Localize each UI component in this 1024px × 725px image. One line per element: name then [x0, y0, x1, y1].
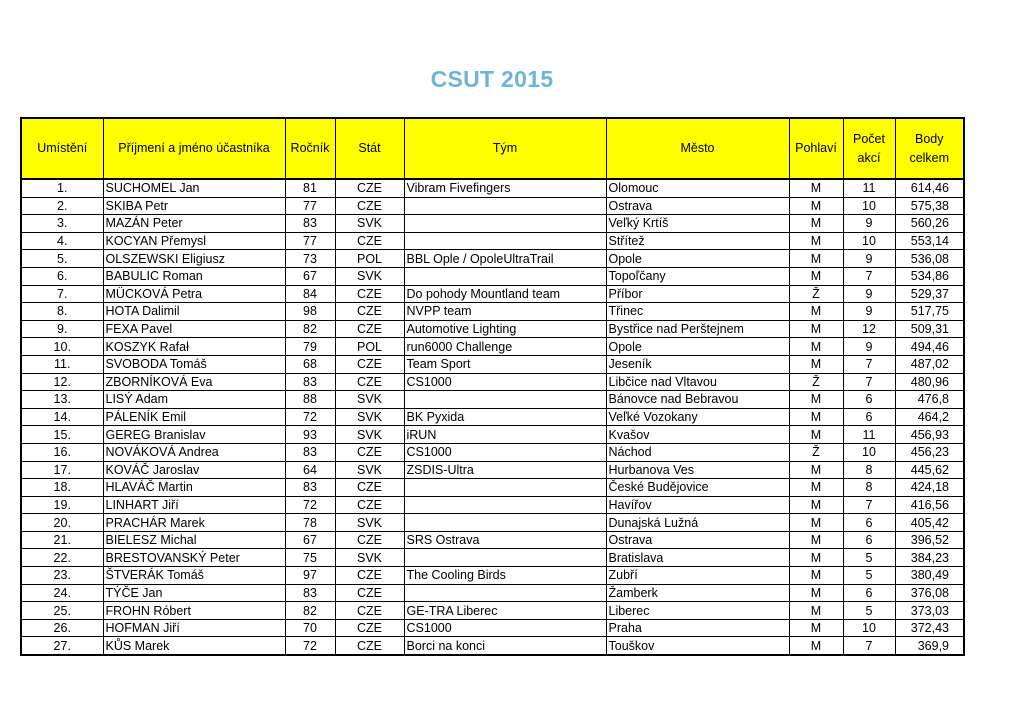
cell-team: Automotive Lighting	[404, 320, 606, 338]
cell-country: CZE	[335, 303, 404, 321]
header-rank: Umístění	[21, 118, 103, 179]
cell-name: BIELESZ Michal	[103, 531, 285, 549]
cell-year: 67	[285, 267, 335, 285]
cell-rank: 24.	[21, 584, 103, 602]
cell-gender: Ž	[789, 373, 843, 391]
cell-gender: M	[789, 496, 843, 514]
cell-year: 73	[285, 250, 335, 268]
cell-country: SVK	[335, 461, 404, 479]
cell-points: 517,75	[895, 303, 964, 321]
header-team: Tým	[404, 118, 606, 179]
cell-rank: 22.	[21, 549, 103, 567]
cell-name: ZBORNÍKOVÁ Eva	[103, 373, 285, 391]
cell-rank: 10.	[21, 338, 103, 356]
cell-city: Zubří	[606, 567, 789, 585]
cell-country: CZE	[335, 496, 404, 514]
cell-gender: M	[789, 567, 843, 585]
header-events-line2: akcí	[857, 150, 881, 165]
cell-gender: M	[789, 215, 843, 233]
cell-points: 480,96	[895, 373, 964, 391]
cell-country: POL	[335, 338, 404, 356]
cell-points: 464,2	[895, 408, 964, 426]
cell-rank: 9.	[21, 320, 103, 338]
table-row	[21, 619, 964, 637]
cell-city: Náchod	[606, 443, 789, 461]
cell-events: 12	[843, 320, 895, 338]
cell-points: 476,8	[895, 391, 964, 409]
cell-events: 9	[843, 250, 895, 268]
cell-gender: M	[789, 584, 843, 602]
cell-city: Bánovce nad Bebravou	[606, 391, 789, 409]
cell-country: CZE	[335, 373, 404, 391]
table-row	[21, 320, 964, 338]
cell-year: 83	[285, 584, 335, 602]
cell-country: SVK	[335, 391, 404, 409]
cell-rank: 13.	[21, 391, 103, 409]
cell-year: 82	[285, 320, 335, 338]
cell-team	[404, 479, 606, 497]
cell-rank: 26.	[21, 619, 103, 637]
cell-points: 575,38	[895, 197, 964, 215]
cell-team: GE-TRA Liberec	[404, 602, 606, 620]
cell-gender: M	[789, 408, 843, 426]
cell-name: BRESTOVANSKÝ Peter	[103, 549, 285, 567]
cell-events: 7	[843, 496, 895, 514]
header-points-line1: Body	[915, 131, 944, 146]
cell-team: Borci na konci	[404, 637, 606, 655]
table-row	[21, 303, 964, 321]
cell-city: Kvašov	[606, 426, 789, 444]
cell-rank: 14.	[21, 408, 103, 426]
table-row	[21, 338, 964, 356]
cell-team: iRUN	[404, 426, 606, 444]
cell-points: 376,08	[895, 584, 964, 602]
cell-year: 81	[285, 179, 335, 197]
cell-year: 83	[285, 443, 335, 461]
cell-events: 6	[843, 408, 895, 426]
cell-points: 380,49	[895, 567, 964, 585]
cell-city: Opole	[606, 338, 789, 356]
cell-team	[404, 232, 606, 250]
cell-gender: M	[789, 637, 843, 655]
cell-events: 7	[843, 267, 895, 285]
cell-points: 416,56	[895, 496, 964, 514]
cell-name: FEXA Pavel	[103, 320, 285, 338]
cell-events: 9	[843, 285, 895, 303]
cell-city: Olomouc	[606, 179, 789, 197]
cell-country: SVK	[335, 426, 404, 444]
table-row	[21, 549, 964, 567]
cell-points: 529,37	[895, 285, 964, 303]
cell-year: 82	[285, 602, 335, 620]
cell-year: 77	[285, 197, 335, 215]
cell-city: Střítež	[606, 232, 789, 250]
cell-gender: M	[789, 338, 843, 356]
cell-events: 8	[843, 461, 895, 479]
cell-points: 509,31	[895, 320, 964, 338]
cell-name: LISÝ Adam	[103, 391, 285, 409]
cell-city: Libčice nad Vltavou	[606, 373, 789, 391]
cell-year: 68	[285, 355, 335, 373]
cell-country: CZE	[335, 637, 404, 655]
header-points	[895, 118, 964, 179]
cell-city: Jeseník	[606, 355, 789, 373]
cell-city: Bratislava	[606, 549, 789, 567]
header-gender: Pohlaví	[789, 118, 843, 179]
cell-rank: 20.	[21, 514, 103, 532]
cell-points: 373,03	[895, 602, 964, 620]
cell-year: 75	[285, 549, 335, 567]
cell-country: CZE	[335, 619, 404, 637]
table-row	[21, 496, 964, 514]
cell-events: 8	[843, 479, 895, 497]
cell-name: MAZÁN Peter	[103, 215, 285, 233]
cell-points: 445,62	[895, 461, 964, 479]
cell-team: Do pohody Mountland team	[404, 285, 606, 303]
cell-team: CS1000	[404, 619, 606, 637]
cell-events: 5	[843, 567, 895, 585]
cell-team	[404, 215, 606, 233]
table-row	[21, 602, 964, 620]
table-row	[21, 584, 964, 602]
cell-gender: Ž	[789, 285, 843, 303]
cell-gender: M	[789, 355, 843, 373]
table-row	[21, 514, 964, 532]
table-row	[21, 179, 964, 197]
cell-rank: 18.	[21, 479, 103, 497]
table-row	[21, 391, 964, 409]
cell-team: NVPP team	[404, 303, 606, 321]
cell-team	[404, 197, 606, 215]
cell-year: 72	[285, 637, 335, 655]
cell-events: 6	[843, 514, 895, 532]
cell-name: PÁLENÍK Emil	[103, 408, 285, 426]
cell-rank: 1.	[21, 179, 103, 197]
cell-country: CZE	[335, 320, 404, 338]
cell-gender: Ž	[789, 443, 843, 461]
cell-team: BK Pyxida	[404, 408, 606, 426]
cell-events: 10	[843, 232, 895, 250]
cell-gender: M	[789, 250, 843, 268]
cell-name: TÝČE Jan	[103, 584, 285, 602]
cell-rank: 12.	[21, 373, 103, 391]
cell-events: 6	[843, 391, 895, 409]
cell-name: LINHART Jiří	[103, 496, 285, 514]
cell-year: 77	[285, 232, 335, 250]
cell-team: SRS Ostrava	[404, 531, 606, 549]
cell-rank: 7.	[21, 285, 103, 303]
cell-city: Havířov	[606, 496, 789, 514]
cell-team	[404, 584, 606, 602]
cell-year: 97	[285, 567, 335, 585]
cell-rank: 16.	[21, 443, 103, 461]
cell-team	[404, 514, 606, 532]
cell-team: CS1000	[404, 443, 606, 461]
cell-year: 88	[285, 391, 335, 409]
cell-rank: 4.	[21, 232, 103, 250]
cell-name: SVOBODA Tomáš	[103, 355, 285, 373]
cell-name: NOVÁKOVÁ Andrea	[103, 443, 285, 461]
cell-country: CZE	[335, 285, 404, 303]
header-name: Příjmení a jméno účastníka	[103, 118, 285, 179]
cell-points: 553,14	[895, 232, 964, 250]
table-row	[21, 443, 964, 461]
cell-events: 9	[843, 215, 895, 233]
cell-rank: 3.	[21, 215, 103, 233]
cell-country: CZE	[335, 443, 404, 461]
cell-country: CZE	[335, 232, 404, 250]
table-row	[21, 197, 964, 215]
cell-name: SKIBA Petr	[103, 197, 285, 215]
results-table	[20, 117, 965, 656]
cell-gender: M	[789, 531, 843, 549]
cell-name: KOVÁČ Jaroslav	[103, 461, 285, 479]
cell-gender: M	[789, 320, 843, 338]
cell-rank: 23.	[21, 567, 103, 585]
table-row	[21, 215, 964, 233]
cell-points: 405,42	[895, 514, 964, 532]
table-row	[21, 567, 964, 585]
table-row	[21, 232, 964, 250]
cell-gender: M	[789, 197, 843, 215]
cell-events: 7	[843, 637, 895, 655]
header-events-line1: Počet	[853, 131, 885, 146]
cell-city: Opole	[606, 250, 789, 268]
cell-name: MÜCKOVÁ Petra	[103, 285, 285, 303]
cell-team: CS1000	[404, 373, 606, 391]
cell-team: Team Sport	[404, 355, 606, 373]
cell-name: SUCHOMEL Jan	[103, 179, 285, 197]
cell-city: Ostrava	[606, 531, 789, 549]
cell-year: 79	[285, 338, 335, 356]
cell-year: 98	[285, 303, 335, 321]
cell-gender: M	[789, 267, 843, 285]
cell-team: ZSDIS-Ultra	[404, 461, 606, 479]
cell-rank: 19.	[21, 496, 103, 514]
header-country: Stát	[335, 118, 404, 179]
cell-country: CZE	[335, 355, 404, 373]
cell-gender: M	[789, 549, 843, 567]
cell-city: Žamberk	[606, 584, 789, 602]
cell-events: 11	[843, 179, 895, 197]
cell-team: run6000 Challenge	[404, 338, 606, 356]
cell-year: 84	[285, 285, 335, 303]
cell-city: České Budějovice	[606, 479, 789, 497]
cell-name: KŮS Marek	[103, 637, 285, 655]
cell-points: 456,93	[895, 426, 964, 444]
cell-team	[404, 267, 606, 285]
cell-country: CZE	[335, 531, 404, 549]
cell-points: 456,23	[895, 443, 964, 461]
cell-team: The Cooling Birds	[404, 567, 606, 585]
cell-city: Liberec	[606, 602, 789, 620]
cell-country: SVK	[335, 215, 404, 233]
cell-country: CZE	[335, 584, 404, 602]
cell-rank: 27.	[21, 637, 103, 655]
cell-gender: M	[789, 514, 843, 532]
cell-team: BBL Ople / OpoleUltraTrail	[404, 250, 606, 268]
cell-events: 10	[843, 197, 895, 215]
cell-events: 7	[843, 373, 895, 391]
cell-name: GEREG Branislav	[103, 426, 285, 444]
cell-rank: 5.	[21, 250, 103, 268]
cell-team	[404, 496, 606, 514]
cell-name: BABULIC Roman	[103, 267, 285, 285]
cell-year: 83	[285, 215, 335, 233]
cell-team	[404, 391, 606, 409]
cell-points: 369,9	[895, 637, 964, 655]
cell-name: FROHN Róbert	[103, 602, 285, 620]
cell-rank: 25.	[21, 602, 103, 620]
cell-gender: M	[789, 461, 843, 479]
cell-city: Ostrava	[606, 197, 789, 215]
cell-rank: 15.	[21, 426, 103, 444]
cell-name: KOCYAN Přemysl	[103, 232, 285, 250]
cell-points: 487,02	[895, 355, 964, 373]
cell-country: CZE	[335, 479, 404, 497]
header-year: Ročník	[285, 118, 335, 179]
cell-rank: 2.	[21, 197, 103, 215]
cell-points: 536,08	[895, 250, 964, 268]
cell-rank: 17.	[21, 461, 103, 479]
cell-points: 494,46	[895, 338, 964, 356]
cell-country: CZE	[335, 179, 404, 197]
table-row	[21, 461, 964, 479]
table-row	[21, 637, 964, 655]
cell-year: 83	[285, 479, 335, 497]
cell-year: 67	[285, 531, 335, 549]
cell-rank: 11.	[21, 355, 103, 373]
cell-points: 534,86	[895, 267, 964, 285]
cell-city: Třinec	[606, 303, 789, 321]
cell-points: 614,46	[895, 179, 964, 197]
cell-gender: M	[789, 426, 843, 444]
table-row	[21, 285, 964, 303]
cell-rank: 6.	[21, 267, 103, 285]
cell-city: Bystřice nad Perštejnem	[606, 320, 789, 338]
cell-events: 9	[843, 303, 895, 321]
cell-team	[404, 549, 606, 567]
cell-events: 6	[843, 584, 895, 602]
table-row	[21, 426, 964, 444]
cell-events: 9	[843, 338, 895, 356]
cell-country: SVK	[335, 408, 404, 426]
results-body	[21, 179, 964, 655]
cell-gender: M	[789, 179, 843, 197]
table-row	[21, 479, 964, 497]
cell-country: SVK	[335, 514, 404, 532]
cell-city: Praha	[606, 619, 789, 637]
cell-events: 5	[843, 602, 895, 620]
cell-name: PRACHÁR Marek	[103, 514, 285, 532]
header-row	[21, 118, 964, 179]
cell-city: Dunajská Lužná	[606, 514, 789, 532]
cell-city: Topoľčany	[606, 267, 789, 285]
cell-name: ŠTVERÁK Tomáš	[103, 567, 285, 585]
cell-name: HLAVÁČ Martin	[103, 479, 285, 497]
cell-year: 93	[285, 426, 335, 444]
page-title: CSUT 2015	[430, 66, 554, 92]
table-row	[21, 408, 964, 426]
cell-city: Touškov	[606, 637, 789, 655]
cell-gender: M	[789, 619, 843, 637]
table-row	[21, 531, 964, 549]
cell-year: 70	[285, 619, 335, 637]
cell-gender: M	[789, 479, 843, 497]
cell-city: Veľký Krtíš	[606, 215, 789, 233]
cell-gender: M	[789, 303, 843, 321]
cell-name: HOTA Dalimil	[103, 303, 285, 321]
cell-name: HOFMAN Jiří	[103, 619, 285, 637]
cell-name: KOSZYK Rafał	[103, 338, 285, 356]
cell-country: SVK	[335, 549, 404, 567]
table-row	[21, 355, 964, 373]
cell-points: 384,23	[895, 549, 964, 567]
cell-country: CZE	[335, 567, 404, 585]
cell-year: 64	[285, 461, 335, 479]
cell-year: 72	[285, 408, 335, 426]
cell-events: 10	[843, 443, 895, 461]
cell-year: 78	[285, 514, 335, 532]
cell-points: 396,52	[895, 531, 964, 549]
cell-city: Veľké Vozokany	[606, 408, 789, 426]
cell-country: POL	[335, 250, 404, 268]
cell-events: 7	[843, 355, 895, 373]
table-row	[21, 267, 964, 285]
cell-gender: M	[789, 391, 843, 409]
cell-gender: M	[789, 232, 843, 250]
cell-gender: M	[789, 602, 843, 620]
cell-events: 6	[843, 531, 895, 549]
table-row	[21, 373, 964, 391]
header-points-line2: celkem	[909, 150, 950, 165]
cell-team: Vibram Fivefingers	[404, 179, 606, 197]
cell-rank: 8.	[21, 303, 103, 321]
cell-events: 11	[843, 426, 895, 444]
cell-events: 10	[843, 619, 895, 637]
cell-city: Hurbanova Ves	[606, 461, 789, 479]
cell-rank: 21.	[21, 531, 103, 549]
cell-country: SVK	[335, 267, 404, 285]
cell-points: 560,26	[895, 215, 964, 233]
cell-events: 5	[843, 549, 895, 567]
header-city: Město	[606, 118, 789, 179]
table-row	[21, 250, 964, 268]
cell-year: 83	[285, 373, 335, 391]
header-events	[843, 118, 895, 179]
cell-year: 72	[285, 496, 335, 514]
cell-name: OLSZEWSKI Eligiusz	[103, 250, 285, 268]
cell-points: 424,18	[895, 479, 964, 497]
cell-points: 372,43	[895, 619, 964, 637]
cell-country: CZE	[335, 197, 404, 215]
cell-country: CZE	[335, 602, 404, 620]
cell-city: Příbor	[606, 285, 789, 303]
